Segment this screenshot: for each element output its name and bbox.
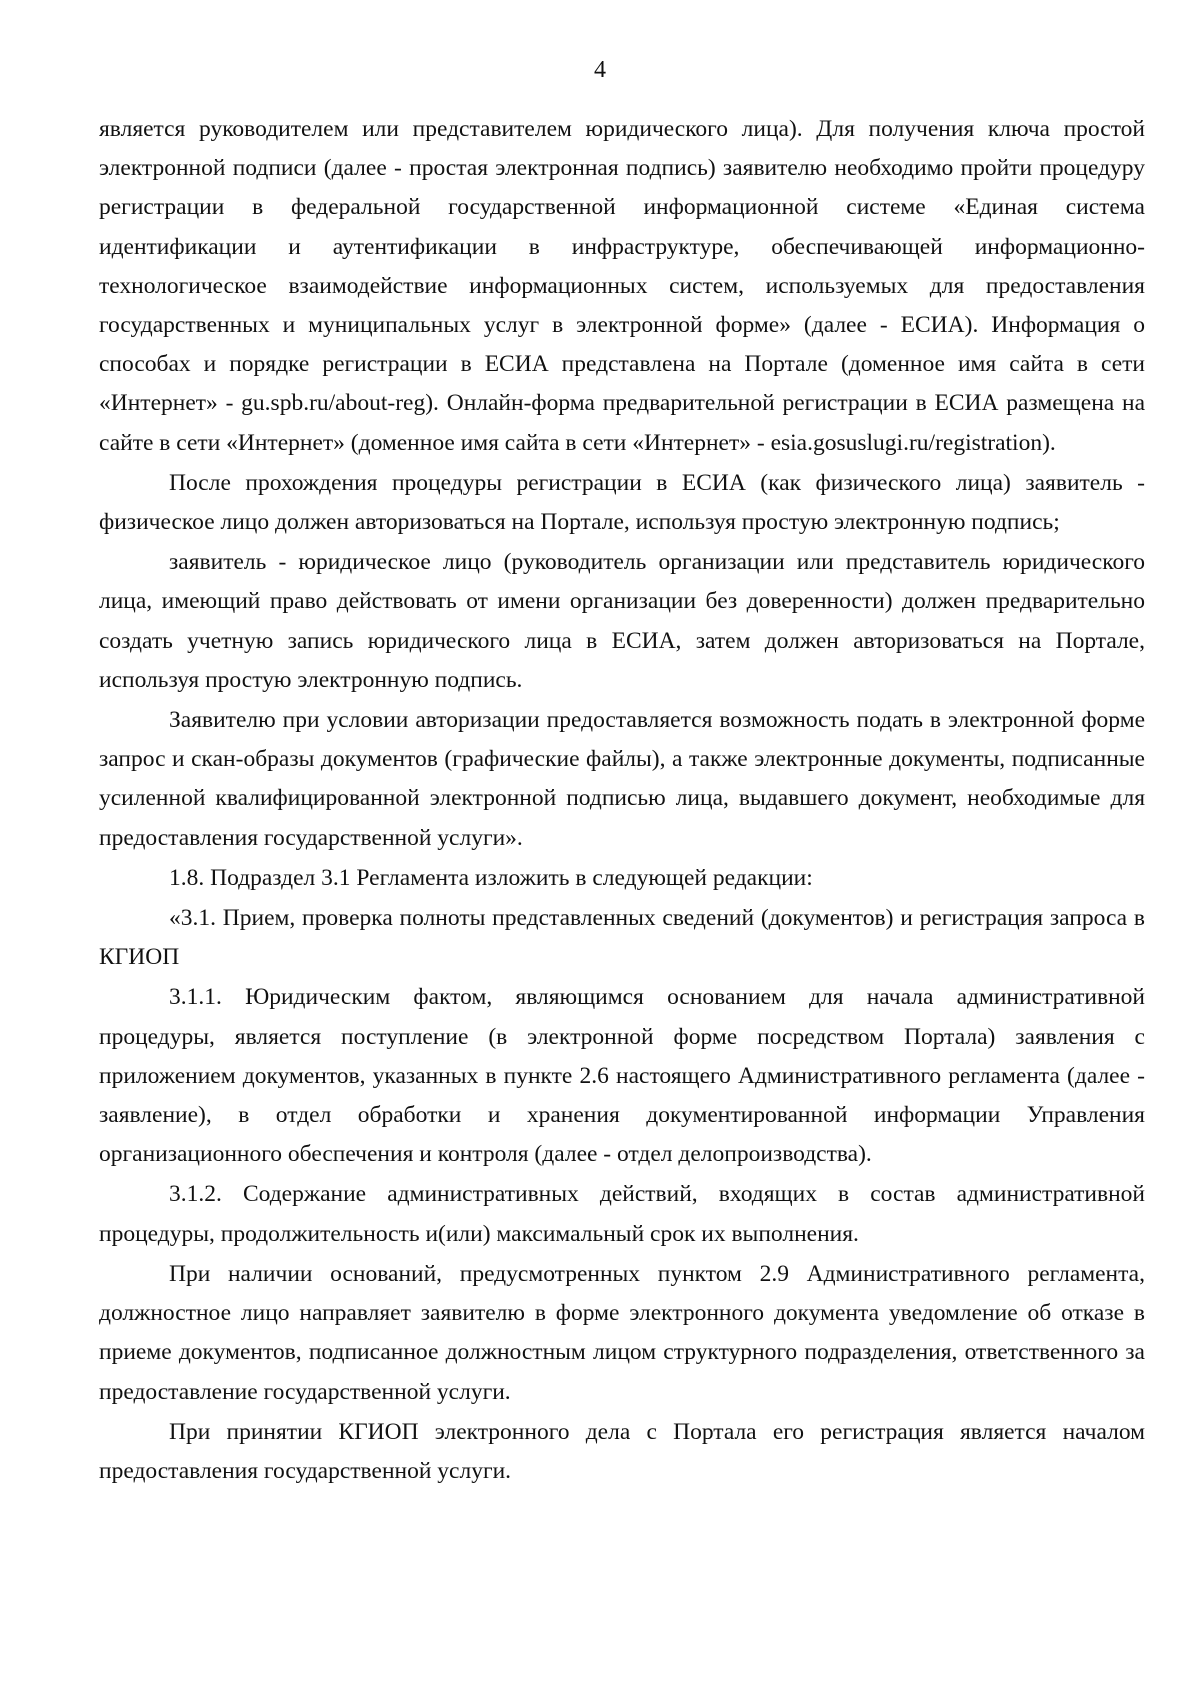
paragraph-registration-start: При принятии КГИОП электронного дела с Портала его регистрация является началом предоставления государственной услуги. <box>99 1418 1145 1484</box>
paragraph-section-3-1-1: 3.1.1. Юридическим фактом, являющимся основанием для начала административной процедуры, является поступление (в электронной форме посредством Портала) заявления с приложением документов, указанных в пункте 2.6 настоящего Административного регламента (далее - заявление), в отдел обработки и хранения документированной информации Управления организационного обеспечения и контроля (далее - отдел делопроизводства). <box>99 984 1145 1168</box>
page-number: 4 <box>594 57 606 83</box>
paragraph-esia-registration: является руководителем или представителем юридического лица). Для получения ключа простой электронной подписи (далее - простая электронная подпись) заявителю необходимо пройти процедуру регистрации в федеральной государственной информационной системе «Единая система идентификации и аутентификации в инфраструктуре, обеспечивающей информационно-технологическое взаимодействие информационных систем, используемых для предоставления государственных и муниципальных услуг в электронной форме» (далее - ЕСИА). Информация о способах и порядке регистрации в ЕСИА представлена на Портале (доменное имя сайта в сети «Интернет» - gu.spb.ru/about-reg). Онлайн-форма предварительной регистрации в ЕСИА размещена на сайте в сети «Интернет» (доменное имя сайта в сети «Интернет» - esia.gosuslugi.ru/registration). <box>99 116 1145 456</box>
paragraph-amendment-1-8: 1.8. Подраздел 3.1 Регламента изложить в следующей редакции: <box>169 864 813 891</box>
document-body <box>99 110 1145 1492</box>
paragraph-refusal-notice: При наличии оснований, предусмотренных пунктом 2.9 Административного регламента, должностное лицо направляет заявителю в форме электронного документа уведомление об отказе в приеме документов, подписанное должностным лицом структурного подразделения, ответственного за предоставление государственной услуги. <box>99 1260 1145 1405</box>
paragraph-individual-authorization: После прохождения процедуры регистрации в ЕСИА (как физического лица) заявитель - физическое лицо должен авторизоваться на Портале, используя простую электронную подпись; <box>99 469 1145 536</box>
paragraph-legal-entity-authorization: заявитель - юридическое лицо (руководитель организации или представитель юридического лица, имеющий право действовать от имени организации без доверенности) должен предварительно создать учетную запись юридического лица в ЕСИА, затем должен авторизоваться на Портале, используя простую электронную подпись. <box>99 549 1145 693</box>
paragraph-section-3-1-2: 3.1.2. Содержание административных действий, входящих в состав административной процедуры, продолжительность и(или) максимальный срок их выполнения. <box>99 1181 1145 1247</box>
paragraph-section-3-1-heading: «3.1. Прием, проверка полноты представленных сведений (документов) и регистрация запроса в КГИОП <box>99 905 1145 971</box>
paragraph-electronic-request: Заявителю при условии авторизации предоставляется возможность подать в электронной форме запрос и скан-образы документов (графические файлы), а также электронные документы, подписанные усиленной квалифицированной электронной подписью лица, выдавшего документ, необходимые для предоставления государственной услуги». <box>99 707 1145 851</box>
